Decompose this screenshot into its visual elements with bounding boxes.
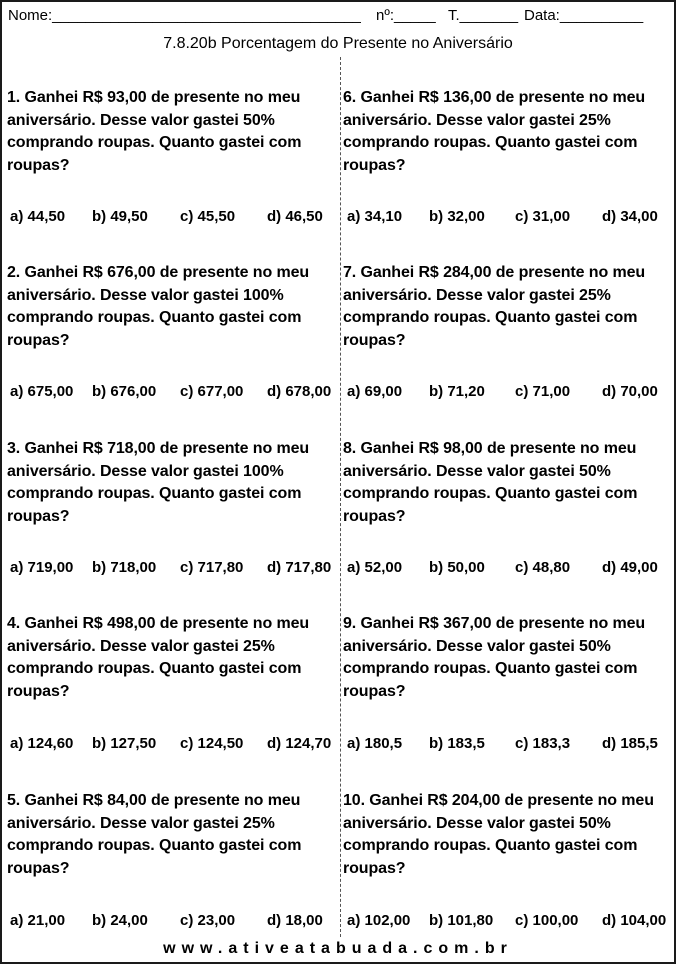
answer-options-3 [10, 559, 340, 579]
number-field: nº:_____ [376, 7, 436, 24]
question-1: 1. Ganhei R$ 93,00 de presente no meu aniversário. Desse valor gastei 50% comprando roupas. Quanto gastei com roupas? [7, 89, 302, 174]
option-c[interactable]: c) 677,00 [180, 383, 244, 400]
answer-options-9 [347, 735, 676, 755]
option-a[interactable]: a) 52,00 [347, 559, 403, 576]
date-field: Data:__________ [524, 7, 644, 24]
question-2: 2. Ganhei R$ 676,00 de presente no meu aniversário. Desse valor gastei 100% comprando roupas. Quanto gastei com roupas? [7, 264, 310, 349]
option-d[interactable]: d) 70,00 [602, 383, 658, 400]
answer-options-2 [10, 383, 340, 403]
option-a[interactable]: a) 102,00 [347, 912, 411, 929]
option-b[interactable]: b) 32,00 [429, 208, 485, 225]
option-a[interactable]: a) 675,00 [10, 383, 74, 400]
class-field: T._______ [448, 7, 519, 24]
option-d[interactable]: d) 46,50 [267, 208, 323, 225]
answer-options-5 [10, 912, 340, 932]
option-d[interactable]: d) 18,00 [267, 912, 323, 929]
option-c[interactable]: c) 23,00 [180, 912, 236, 929]
answer-options-6 [347, 208, 676, 228]
option-b[interactable]: b) 24,00 [92, 912, 148, 929]
option-b[interactable]: b) 718,00 [92, 559, 157, 576]
option-c[interactable]: c) 31,00 [515, 208, 571, 225]
option-b[interactable]: b) 101,80 [429, 912, 494, 929]
option-d[interactable]: d) 185,5 [602, 735, 658, 752]
question-10: 10. Ganhei R$ 204,00 de presente no meu aniversário. Desse valor gastei 50% comprando roupas. Quanto gastei com roupas? [343, 792, 654, 877]
option-a[interactable]: a) 719,00 [10, 559, 74, 576]
answer-options-4 [10, 735, 340, 755]
question-3: 3. Ganhei R$ 718,00 de presente no meu aniversário. Desse valor gastei 100% comprando roupas. Quanto gastei com roupas? [7, 440, 310, 525]
question-7: 7. Ganhei R$ 284,00 de presente no meu aniversário. Desse valor gastei 25% comprando roupas. Quanto gastei com roupas? [343, 264, 646, 349]
answer-options-7 [347, 383, 676, 403]
option-d[interactable]: d) 678,00 [267, 383, 332, 400]
question-9: 9. Ganhei R$ 367,00 de presente no meu aniversário. Desse valor gastei 50% comprando roupas. Quanto gastei com roupas? [343, 615, 646, 700]
option-d[interactable]: d) 717,80 [267, 559, 332, 576]
option-a[interactable]: a) 34,10 [347, 208, 403, 225]
worksheet-title: 7.8.20b Porcentagem do Presente no Aniversário [163, 35, 513, 52]
website-footer[interactable]: www.ativeatabuada.com.br [163, 940, 513, 957]
question-8: 8. Ganhei R$ 98,00 de presente no meu aniversário. Desse valor gastei 50% comprando roupas. Quanto gastei com roupas? [343, 440, 638, 525]
option-c[interactable]: c) 717,80 [180, 559, 244, 576]
student-info-header [8, 5, 672, 27]
option-d[interactable]: d) 34,00 [602, 208, 658, 225]
option-d[interactable]: d) 124,70 [267, 735, 332, 752]
answer-options-10 [347, 912, 676, 932]
option-c[interactable]: c) 124,50 [180, 735, 244, 752]
question-5: 5. Ganhei R$ 84,00 de presente no meu aniversário. Desse valor gastei 25% comprando roupas. Quanto gastei com roupas? [7, 792, 302, 877]
name-field: Nome:_____________________________________ [8, 7, 361, 24]
answer-options-1 [10, 208, 340, 228]
option-c[interactable]: c) 183,3 [515, 735, 571, 752]
question-4: 4. Ganhei R$ 498,00 de presente no meu aniversário. Desse valor gastei 25% comprando roupas. Quanto gastei com roupas? [7, 615, 310, 700]
option-d[interactable]: d) 49,00 [602, 559, 658, 576]
option-c[interactable]: c) 48,80 [515, 559, 571, 576]
option-b[interactable]: b) 49,50 [92, 208, 148, 225]
option-a[interactable]: a) 180,5 [347, 735, 403, 752]
option-b[interactable]: b) 71,20 [429, 383, 485, 400]
option-b[interactable]: b) 676,00 [92, 383, 157, 400]
option-d[interactable]: d) 104,00 [602, 912, 667, 929]
option-b[interactable]: b) 127,50 [92, 735, 157, 752]
option-c[interactable]: c) 71,00 [515, 383, 571, 400]
option-a[interactable]: a) 44,50 [10, 208, 66, 225]
option-c[interactable]: c) 45,50 [180, 208, 236, 225]
option-a[interactable]: a) 21,00 [10, 912, 66, 929]
option-c[interactable]: c) 100,00 [515, 912, 579, 929]
option-b[interactable]: b) 50,00 [429, 559, 485, 576]
option-a[interactable]: a) 124,60 [10, 735, 74, 752]
option-b[interactable]: b) 183,5 [429, 735, 485, 752]
answer-options-8 [347, 559, 676, 579]
question-6: 6. Ganhei R$ 136,00 de presente no meu aniversário. Desse valor gastei 25% comprando roupas. Quanto gastei com roupas? [343, 89, 646, 174]
option-a[interactable]: a) 69,00 [347, 383, 403, 400]
column-divider [340, 57, 341, 937]
